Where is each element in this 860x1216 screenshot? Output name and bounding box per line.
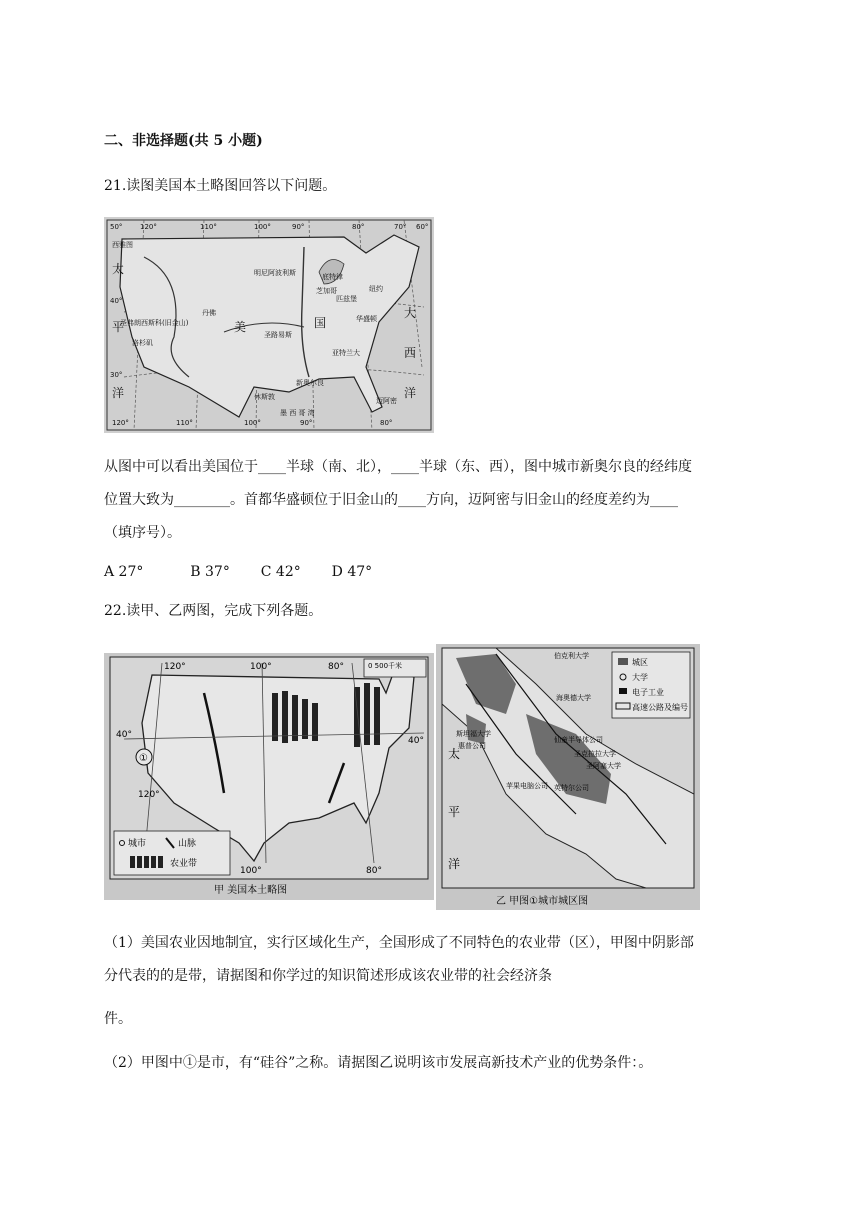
legend-electronics: 电子工业 [632, 688, 664, 697]
yi-label-haiode: 海奥德大学 [556, 694, 591, 702]
map1-ocean-left-1: 平 [112, 320, 125, 334]
city-map-yi [436, 644, 700, 910]
legend-belt: 农业带 [170, 859, 198, 869]
map-jia-lon-bottom-0: 120° [138, 790, 160, 800]
sub-question-1-line2: 分代表的的是带，请据图和你学过的知识简述形成该农业带的社会经济条 [104, 968, 552, 984]
yi-label-hp: 惠普公司 [458, 742, 486, 750]
map1-city-pittsburgh: 匹兹堡 [336, 295, 357, 303]
map-jia-lat-0: 40° [116, 730, 132, 740]
map1-city-seattle: 西雅图 [112, 241, 133, 249]
map1-country-1: 国 [314, 316, 327, 330]
map1-city-washington: 华盛顿 [356, 315, 377, 323]
option-b: B 37° [190, 564, 230, 580]
option-a: A 27° [104, 564, 144, 580]
sub-question-1-line3: 件。 [104, 1011, 132, 1027]
map1-city-newyork: 纽约 [369, 285, 383, 293]
map1-lon-top-0: 50° [110, 223, 123, 231]
map1-lon-top-3: 100° [254, 223, 271, 231]
map1-city-atlanta: 亚特兰大 [332, 349, 360, 357]
question-21-options [104, 562, 372, 582]
map1-city-stlouis: 圣路易斯 [264, 331, 292, 339]
map1-city-minneapolis: 明尼阿波利斯 [254, 269, 296, 277]
map-jia-scale: 0 500千米 [368, 662, 403, 670]
map1-lon-top-1: 120° [140, 223, 157, 231]
map-jia-marker: ① [139, 753, 148, 764]
sub-question-1-line1: （1）美国农业因地制宜，实行区域化生产，全国形成了不同特色的农业带（区），甲图中阴影部 [104, 935, 694, 951]
map-yi-caption: 乙 甲图①城市城区图 [496, 896, 589, 907]
map1-ocean-left-0: 太 [112, 262, 125, 276]
legend-university: 大学 [632, 673, 648, 682]
question-21-body-line2: 位置大致为________。首都华盛顿位于旧金山的____方向，迈阿密与旧金山的经度差约为____ [104, 492, 678, 508]
map-jia-lon-0: 120° [164, 662, 186, 672]
map1-ocean-right-1: 西 [404, 346, 417, 360]
legend-mountain: 山脉 [178, 839, 197, 849]
question-21-body-line3: （填序号）。 [104, 525, 181, 541]
yi-label-santaclara: 圣克拉拉大学 [574, 750, 616, 758]
question-22-stem: 22.读甲、乙两图，完成下列各题。 [104, 603, 323, 619]
map1-gulf: 墨 西 哥 湾 [280, 409, 315, 417]
map1-city-houston: 休斯敦 [254, 393, 275, 401]
question-21-body-line1: 从图中可以看出美国位于____半球（南、北），____半球（东、西），图中城市新奥尔良的经纬度 [104, 459, 692, 475]
map-jia-caption: 甲 美国本土略图 [214, 885, 288, 896]
map1-city-losangeles: 洛杉矶 [132, 339, 153, 347]
yi-label-stanford: 斯坦福大学 [456, 730, 491, 738]
option-d: D 47° [331, 564, 373, 580]
map1-lon-bottom-2: 100° [244, 419, 261, 427]
map1-ocean-left-2: 洋 [112, 386, 125, 400]
map1-lon-top-2: 110° [200, 223, 217, 231]
map1-city-miami: 迈阿密 [376, 397, 397, 405]
map-jia-lon-2: 80° [328, 662, 344, 672]
map1-ocean-right-2: 洋 [404, 386, 417, 400]
yi-label-apple: 苹果电脑公司 [506, 782, 548, 790]
usa-map-jia [104, 653, 434, 900]
option-c: C 42° [260, 564, 301, 580]
map1-city-sanfrancisco: 圣弗朗西斯科(旧金山) [120, 319, 189, 327]
map1-lon-top-5: 80° [352, 223, 365, 231]
map1-city-denver: 丹佛 [202, 309, 216, 317]
legend-highway: 高速公路及编号 [632, 703, 688, 712]
yi-label-sanjose: 圣阿塞大学 [586, 762, 621, 770]
map1-lon-top-7: 60° [416, 223, 429, 231]
yi-label-fairchild: 仙童半导体公司 [554, 736, 603, 744]
map1-lon-bottom-3: 90° [300, 419, 313, 427]
legend-urban: 城区 [632, 658, 648, 667]
legend-city: 城市 [128, 839, 147, 849]
map1-city-chicago: 芝加哥 [316, 287, 337, 295]
map1-ocean-right-0: 大 [404, 306, 417, 320]
yi-label-intel: 英特尔公司 [554, 784, 589, 792]
map1-city-detroit: 底特律 [322, 273, 343, 281]
yi-label-berkeley: 伯克利大学 [554, 652, 589, 660]
map1-city-neworleans: 新奥尔良 [296, 379, 324, 387]
map-yi-ocean-1: 平 [448, 805, 461, 819]
map1-lon-bottom-4: 80° [380, 419, 393, 427]
map1-lat-0: 40° [110, 297, 123, 305]
map1-lon-bottom-1: 110° [176, 419, 193, 427]
usa-map-q21 [104, 217, 434, 433]
map-jia-lon-1: 100° [250, 662, 272, 672]
map1-country-0: 美 [234, 320, 247, 334]
map-jia-lat-1: 40° [408, 736, 424, 746]
map1-lon-bottom-0: 120° [112, 419, 129, 427]
section-title: 二、非选择题(共 5 小题) [104, 133, 263, 149]
map1-lon-top-6: 70° [394, 223, 407, 231]
map-jia-lon-bottom-2: 80° [366, 866, 382, 876]
map-yi-ocean-0: 太 [448, 747, 461, 761]
map1-lat-1: 30° [110, 371, 123, 379]
sub-question-2-line1: （2）甲图中①是市，有“硅谷”之称。请据图乙说明该市发展高新技术产业的优势条件：。 [104, 1055, 653, 1071]
map-yi-ocean-2: 洋 [448, 857, 461, 871]
map1-lon-top-4: 90° [292, 223, 305, 231]
map-jia-lon-bottom-1: 100° [240, 866, 262, 876]
question-21-stem: 21.读图美国本土略图回答以下问题。 [104, 178, 337, 194]
